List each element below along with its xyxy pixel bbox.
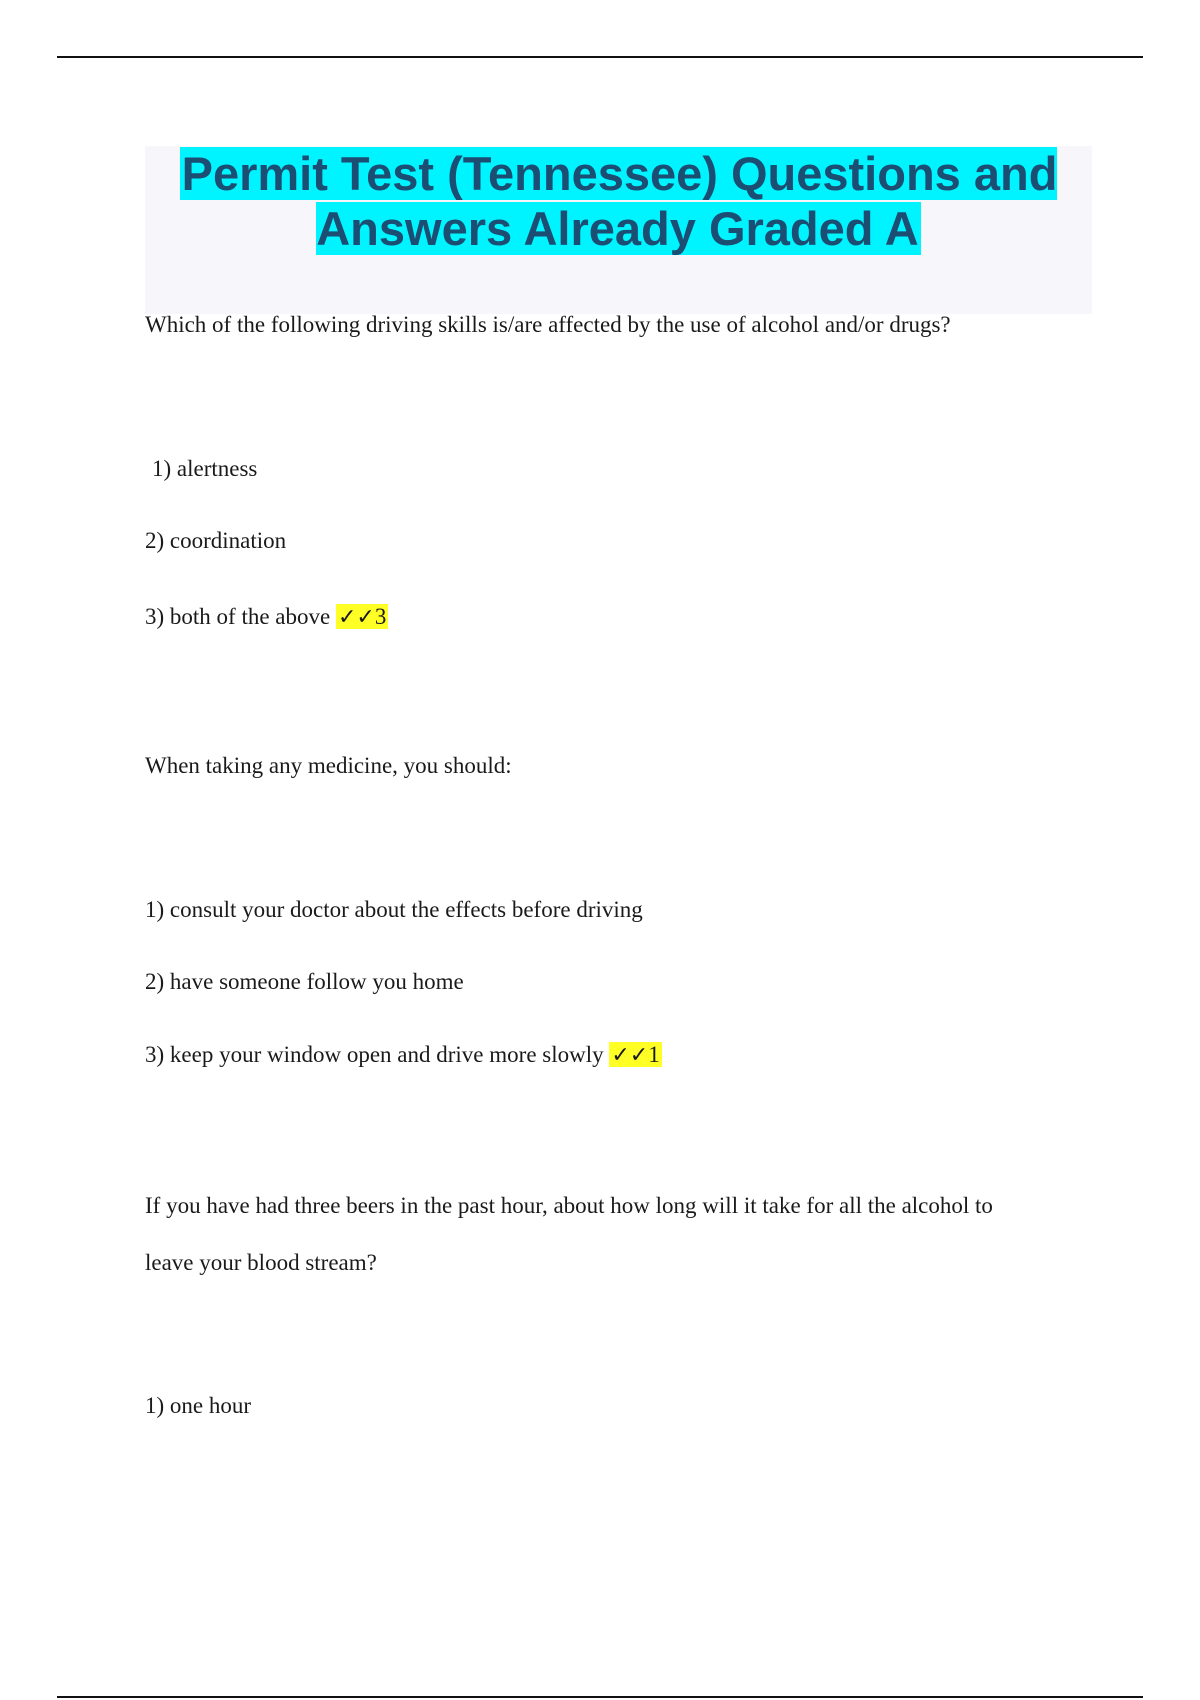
question-2-option-3 <box>145 1041 662 1070</box>
question-3-prompt-line-2: leave your blood stream? <box>145 1250 377 1275</box>
document-title <box>145 146 1092 256</box>
double-check-icon: ✓✓ <box>611 1043 649 1068</box>
question-2-option-1: 1) consult your doctor about the effects before driving <box>145 897 643 922</box>
double-check-icon: ✓✓ <box>337 605 375 630</box>
question-3-option-1: 1) one hour <box>145 1393 252 1418</box>
question-1-answer: 3 <box>374 604 387 629</box>
header-rule <box>57 56 1143 58</box>
question-2-answer-badge <box>609 1042 661 1067</box>
question-2-answer: 1 <box>648 1042 660 1067</box>
question-3-prompt-line-1: If you have had three beers in the past hour, about how long will it take for all the alcohol to <box>145 1193 993 1218</box>
question-1-prompt: Which of the following driving skills is/are affected by the use of alcohol and/or drugs? <box>145 312 951 337</box>
question-1-option-1: 1) alertness <box>152 456 258 481</box>
question-2-option-2: 2) have someone follow you home <box>145 969 464 994</box>
question-1-option-3-text: 3) both of the above <box>145 604 331 629</box>
footer-rule <box>57 1696 1143 1698</box>
document-title-highlight: Permit Test (Tennessee) Questions and Answers Already Graded A <box>181 147 1058 255</box>
question-2-option-3-text: 3) keep your window open and drive more slowly <box>145 1042 604 1067</box>
question-1-option-2: 2) coordination <box>145 528 287 553</box>
question-1-option-3 <box>145 603 388 632</box>
question-2-prompt: When taking any medicine, you should: <box>145 753 512 778</box>
question-1-answer-badge <box>336 604 388 629</box>
